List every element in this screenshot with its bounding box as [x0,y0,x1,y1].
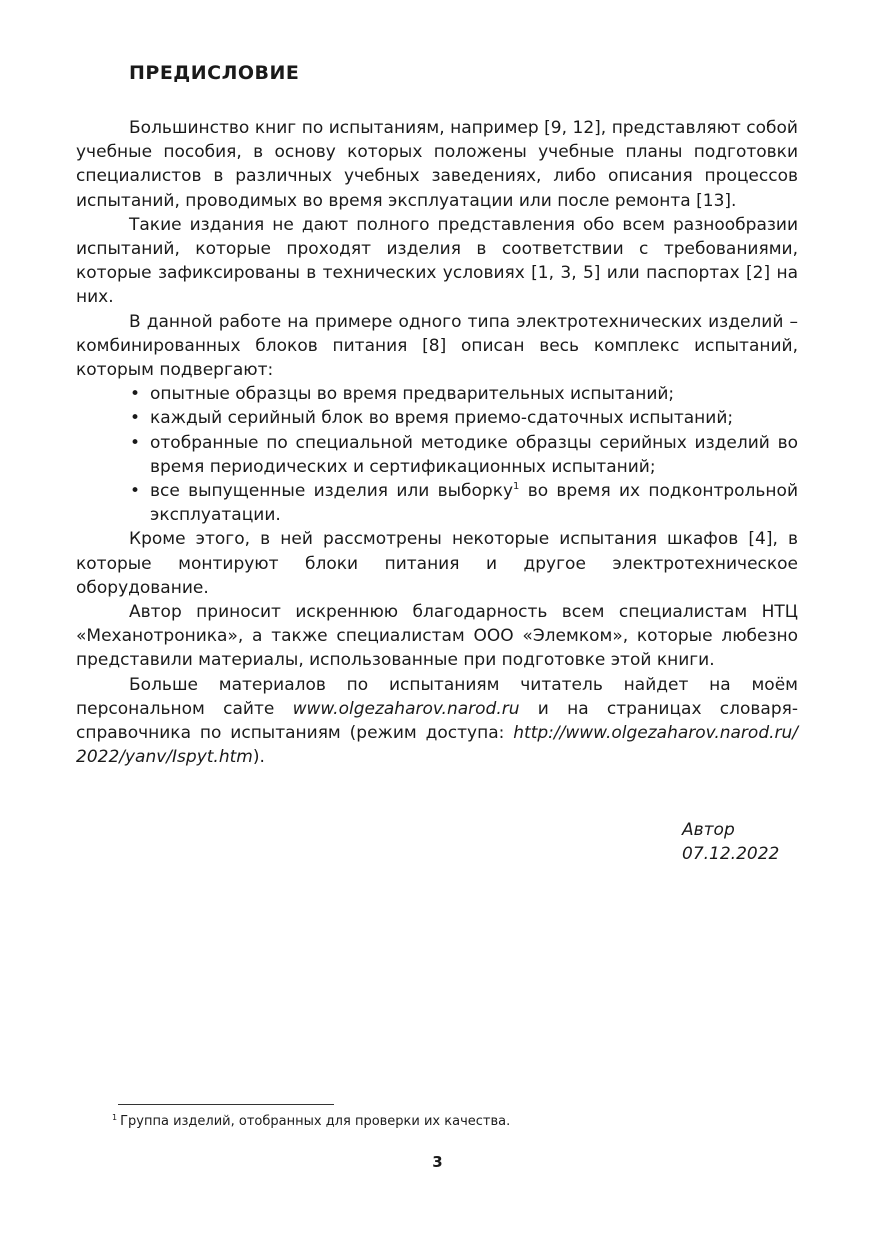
paragraph-more-materials [76,673,798,770]
footnote-text: Группа изделий, отобранных для проверки их качества. [120,1114,511,1129]
paragraph-text: Больше материалов по испытаниям читатель найдет на моём персональном сайте [76,674,798,719]
paragraph-intro: Большинство книг по испытаниям, например [9, 12], представляют собой учебные пособия, в основу которых положены учебные планы подготовки специалистов в различных учебных заведениях, либо описания процессов испытаний, проводимых во время эксплуатации или после ремонта [13]. [76,118,798,211]
main-text [76,116,798,769]
list-item-text: все выпущенные изделия или выборку [150,481,514,502]
list-item-text-end: во время их подконтрольной эксплуатации. [150,481,798,526]
footnote [112,1113,510,1131]
list-item-periodic: • отобранные по специальной методике образцы серийных изделий во время периодических и сертификационных испытаний; [76,431,798,479]
signature-author: Автор [682,820,735,840]
paragraph-text-end: ). [252,747,265,768]
page-title: ПРЕДИСЛОВИЕ [129,62,300,84]
paragraph-text-middle: и на страницах словаря-справочника по испытаниям (режим доступа: [76,698,798,744]
footnote-reference: 1 [513,481,520,493]
paragraph-acknowledgements: Автор приносит искреннюю благодарность всем специалистам НТЦ «Механотроника», а также специалистам ООО «Элемком», которые любезно представили материалы, использованные при подготовке этой книги. [76,602,798,671]
footnote-mark: 1 [112,1113,118,1122]
paragraph-scope: В данной работе на примере одного типа электротехнических изделий – комбинированных блоков питания [8] описан весь комплекс испытаний, которым подвергают: [76,311,798,381]
list-item-serial-block: • каждый серийный блок во время приемо-сдаточных испытаний; [76,406,798,430]
page-number: 3 [432,1153,443,1171]
signature-date: 07.12.2022 [682,844,780,865]
signature [682,818,779,866]
footnote-divider [118,1104,334,1105]
list-item-prototypes: • опытные образцы во время предварительных испытаний; [76,382,798,406]
url-link: http://www.olgezaharov.narod.ru/​2022/yanv/Ispyt.htm [76,723,798,768]
paragraph-editions: Такие издания не дают полного представления обо всем разнообразии испытаний, которые проходят изделия в соответствии с требованиями, которые зафиксированы в технических условиях [1, 3, 5] или паспортах [2] на них. [76,214,798,308]
site-link: www.olgezaharov.narod.ru [292,698,520,719]
paragraph-cabinets: Кроме этого, в ней рассмотрены некоторые испытания шкафов [4], в которые монтируют блоки питания и другое электротехническое оборудование. [76,529,798,598]
test-list [76,382,798,527]
list-item-controlled-operation [76,479,798,527]
